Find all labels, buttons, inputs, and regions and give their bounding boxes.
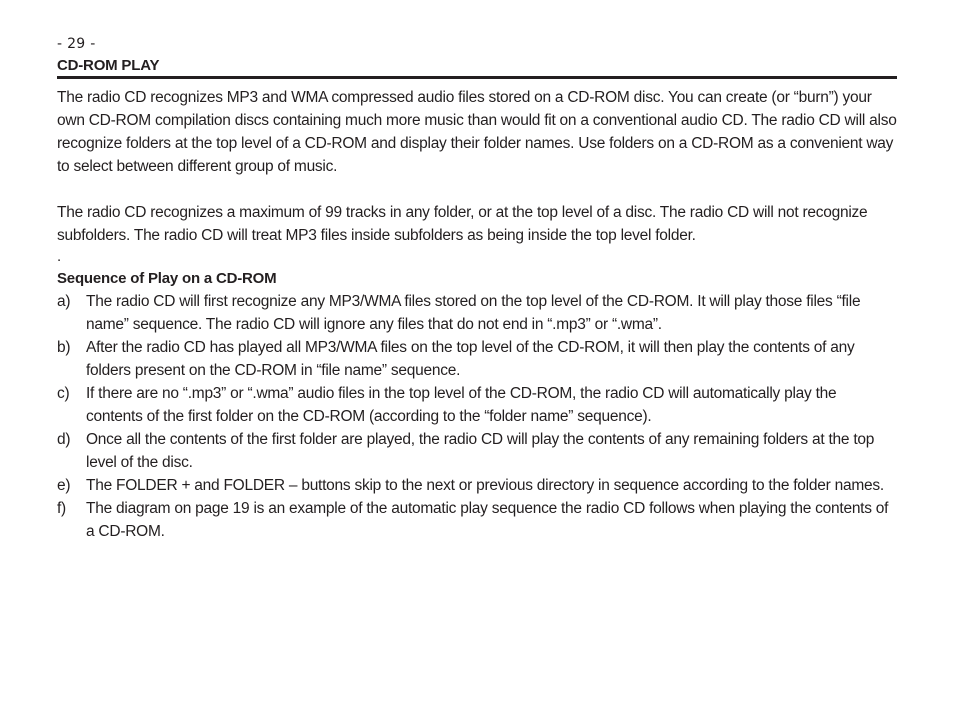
- list-text: The FOLDER + and FOLDER – buttons skip to the next or previous directory in sequence according to the folder names.: [86, 477, 884, 494]
- intro-paragraph: The radio CD recognizes MP3 and WMA compressed audio files stored on a CD-ROM disc. You can create (or “burn”) your own CD-ROM compilation discs containing much more music than would fit on a conventional audio CD. The radio CD will also recognize folders at the top level of a CD-ROM and display their folder names. Use folders on a CD-ROM as a convenient way to select between different group of music.: [57, 89, 897, 175]
- list-text: Once all the contents of the first folder are played, the radio CD will play the contents of any remaining folders at the top level of the disc.: [86, 431, 875, 471]
- list-item: [57, 336, 897, 382]
- list-text: The radio CD will first recognize any MP3/WMA files stored on the top level of the CD-ROM. It will play those files “file name” sequence. The radio CD will ignore any files that do not end in “.mp3” or “.wma”.: [86, 293, 861, 333]
- section-title: CD-ROM PLAY: [57, 56, 897, 79]
- play-sequence-list: [57, 290, 897, 543]
- list-item: [57, 290, 897, 336]
- list-marker: f): [57, 500, 66, 517]
- page-number: - 29 -: [57, 36, 96, 52]
- list-marker: e): [57, 477, 71, 494]
- manual-page: [57, 34, 897, 543]
- stray-dot: .: [57, 248, 62, 265]
- list-marker: c): [57, 385, 70, 402]
- list-marker: d): [57, 431, 71, 448]
- list-marker: a): [57, 293, 71, 310]
- list-text: If there are no “.mp3” or “.wma” audio files in the top level of the CD-ROM, the radio CD will automatically play the contents of the first folder on the CD-ROM (according to the “folder name” sequence).: [86, 385, 837, 425]
- list-item: [57, 428, 897, 474]
- list-text: The diagram on page 19 is an example of the automatic play sequence the radio CD follows when playing the contents of a CD-ROM.: [86, 500, 889, 540]
- tracks-paragraph: The radio CD recognizes a maximum of 99 tracks in any folder, or at the top level of a disc. The radio CD will not recognize subfolders. The radio CD will treat MP3 files inside subfolders as being inside the top level folder.: [57, 204, 868, 244]
- sub-heading: Sequence of Play on a CD-ROM: [57, 270, 277, 287]
- list-item: [57, 382, 897, 428]
- list-marker: b): [57, 339, 71, 356]
- list-item: [57, 497, 897, 543]
- list-text: After the radio CD has played all MP3/WMA files on the top level of the CD-ROM, it will then play the contents of any folders present on the CD-ROM in “file name” sequence.: [86, 339, 855, 379]
- list-item: [57, 474, 897, 497]
